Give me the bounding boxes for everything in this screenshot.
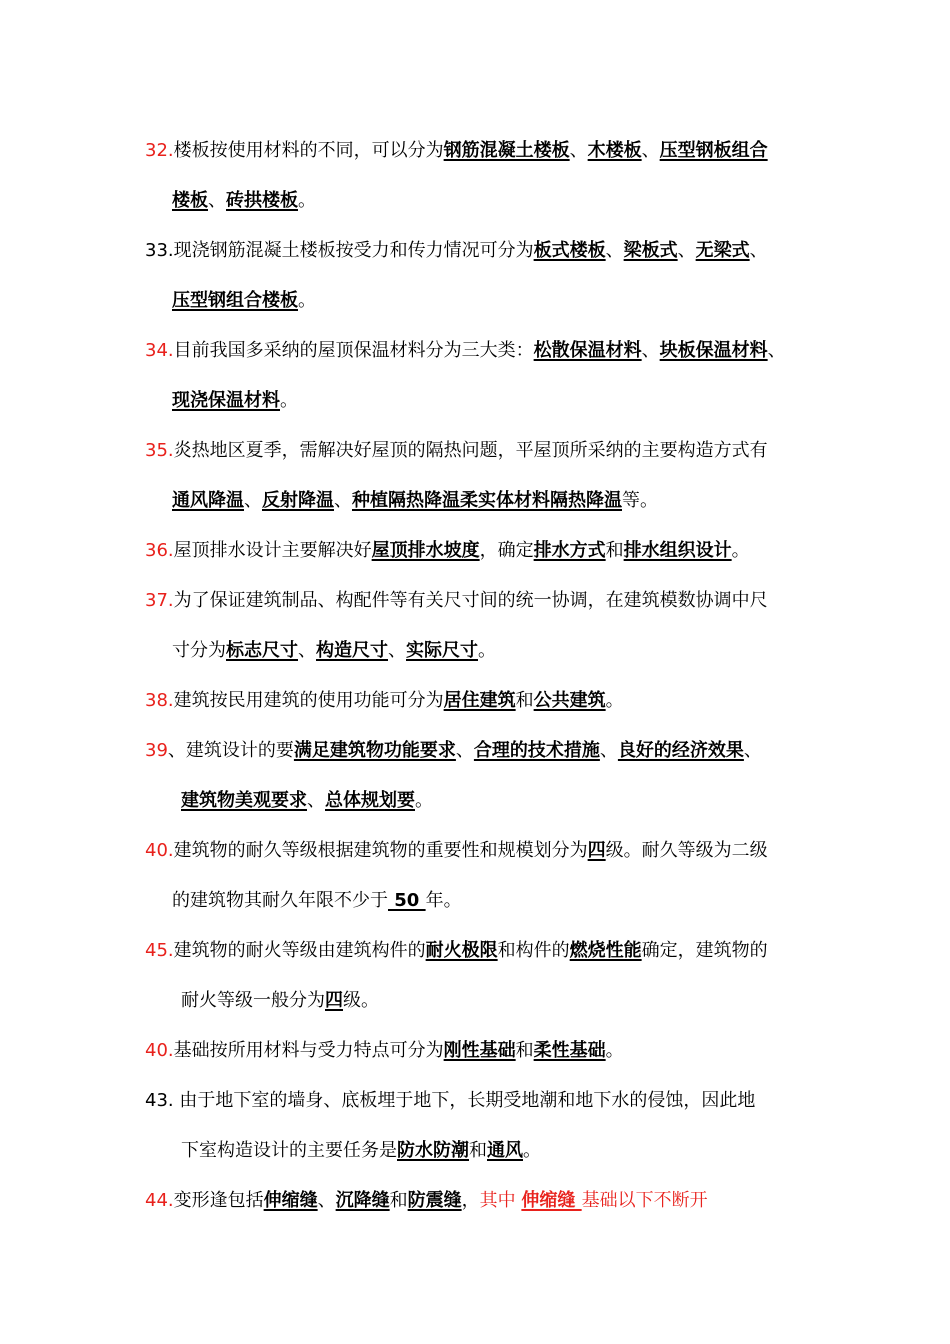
text-line xyxy=(172,490,658,512)
text-segment: 。 xyxy=(605,690,624,711)
text-segment: 基础按所用材料与受力特点可分为 xyxy=(173,1040,444,1061)
answer-term: 耐火极限 xyxy=(425,940,498,961)
item-number: 38. xyxy=(145,690,174,711)
text-segment: 、 xyxy=(298,640,316,661)
text-segment: 级。耐久等级为二级 xyxy=(605,840,768,861)
text-line xyxy=(145,590,768,612)
answer-term: 块板保温材料 xyxy=(659,340,768,361)
answer-term: 压型钢板组合 xyxy=(659,140,768,161)
item-number: 40. xyxy=(145,840,174,861)
text-segment: 、 xyxy=(208,190,226,211)
answer-term: 通风 xyxy=(487,1140,523,1161)
text-line xyxy=(181,990,379,1012)
answer-term: 木楼板 xyxy=(587,140,642,161)
answer-term: 松散保温材料 xyxy=(533,340,642,361)
text-segment: 现浇钢筋混凝土楼板按受力和传力情况可分为 xyxy=(173,240,534,261)
text-segment: 基础以下不断开 xyxy=(581,1190,708,1211)
answer-term: 砖拱楼板 xyxy=(226,190,298,211)
item-number: 37. xyxy=(145,590,174,611)
text-line xyxy=(145,240,768,262)
text-segment: 。 xyxy=(298,190,316,211)
text-line xyxy=(145,840,768,862)
answer-term: 柔性基础 xyxy=(533,1040,606,1061)
text-segment: 级。 xyxy=(343,990,379,1011)
item-number: 43. xyxy=(145,1090,180,1111)
text-line xyxy=(172,890,462,912)
text-segment: 和 xyxy=(389,1190,408,1211)
text-segment: 确定，建筑物的 xyxy=(641,940,768,961)
answer-term: 钢筋混凝土楼板 xyxy=(443,140,570,161)
text-line xyxy=(145,540,750,562)
item-number: 36. xyxy=(145,540,174,561)
text-segment: 。 xyxy=(605,1040,624,1061)
answer-term: 反射降温 xyxy=(262,490,334,511)
text-segment: ，确定 xyxy=(479,540,534,561)
text-segment: 、 xyxy=(743,740,762,761)
answer-term: 板式楼板 xyxy=(533,240,606,261)
text-line xyxy=(145,1040,624,1062)
text-segment: 变形逢包括 xyxy=(173,1190,264,1211)
text-line xyxy=(145,1190,708,1212)
text-line xyxy=(145,740,762,762)
text-segment: 其中 xyxy=(479,1190,522,1211)
text-segment: 和 xyxy=(515,690,534,711)
text-line xyxy=(145,440,768,462)
answer-term: 构造尺寸 xyxy=(316,640,388,661)
text-segment: 、 xyxy=(244,490,262,511)
answer-term: 防震缝 xyxy=(407,1190,462,1211)
answer-term: 燃烧性能 xyxy=(569,940,642,961)
item-number: 45. xyxy=(145,940,174,961)
text-segment: 、 xyxy=(334,490,352,511)
item-number: 33. xyxy=(145,240,174,261)
text-segment: 年。 xyxy=(425,890,462,911)
text-segment: 、 xyxy=(307,790,325,811)
text-line xyxy=(181,1140,541,1162)
text-segment: 、 xyxy=(317,1190,336,1211)
text-line xyxy=(172,190,316,212)
text-segment: 、 xyxy=(569,140,588,161)
text-segment: ， xyxy=(461,1190,480,1211)
text-segment: 。 xyxy=(280,390,298,411)
item-number: 32. xyxy=(145,140,174,161)
answer-term: 良好的经济效果 xyxy=(617,740,744,761)
text-segment: 、 xyxy=(641,340,660,361)
answer-term: 通风降温 xyxy=(172,490,244,511)
text-segment: 、 xyxy=(641,140,660,161)
text-line xyxy=(172,390,298,412)
answer-term: 排水组织设计 xyxy=(623,540,732,561)
text-segment: 。 xyxy=(415,790,433,811)
answer-term: 居住建筑 xyxy=(443,690,516,711)
text-segment: 。 xyxy=(523,1140,541,1161)
answer-term: 无梁式 xyxy=(695,240,750,261)
text-segment: 和 xyxy=(515,1040,534,1061)
text-line xyxy=(181,790,433,812)
answer-term: 防水防潮 xyxy=(397,1140,469,1161)
text-segment: 。 xyxy=(478,640,496,661)
text-line xyxy=(145,690,624,712)
text-segment: 等。 xyxy=(622,490,658,511)
item-number: 35. xyxy=(145,440,174,461)
text-segment: 和 xyxy=(605,540,624,561)
answer-term: 50 xyxy=(388,890,426,911)
text-segment: 、 xyxy=(677,240,696,261)
text-segment: 和构件的 xyxy=(497,940,570,961)
text-segment: 、 xyxy=(605,240,624,261)
text-segment: 寸分为 xyxy=(172,640,226,661)
answer-term: 现浇保温材料 xyxy=(172,390,280,411)
answer-term: 伸缩缝 xyxy=(263,1190,318,1211)
text-segment: 。 xyxy=(298,290,316,311)
text-line xyxy=(145,340,786,362)
answer-term: 总体规划要 xyxy=(325,790,415,811)
answer-term: 梁板式 xyxy=(623,240,678,261)
answer-term: 建筑物美观要求 xyxy=(181,790,307,811)
item-number: 39 xyxy=(145,740,168,761)
answer-term: 合理的技术措施 xyxy=(473,740,600,761)
text-segment: 的建筑物其耐久年限不少于 xyxy=(172,890,388,911)
text-segment: 建筑按民用建筑的使用功能可分为 xyxy=(173,690,444,711)
answer-term: 刚性基础 xyxy=(443,1040,516,1061)
text-segment: 、 xyxy=(455,740,474,761)
text-segment: 。 xyxy=(731,540,750,561)
answer-term: 四 xyxy=(587,840,606,861)
answer-term: 排水方式 xyxy=(533,540,606,561)
answer-term: 压型钢组合楼板 xyxy=(172,290,298,311)
text-segment: 建筑物的耐火等级由建筑构件的 xyxy=(173,940,426,961)
text-segment: 、 xyxy=(749,240,768,261)
text-line xyxy=(145,140,768,162)
text-segment: 、建筑设计的要 xyxy=(167,740,294,761)
text-segment: 炎热地区夏季，需解决好屋顶的隔热问题，平屋顶所采纳的主要构造方式有 xyxy=(173,440,768,461)
text-segment: 、 xyxy=(599,740,618,761)
answer-term: 公共建筑 xyxy=(533,690,606,711)
answer-term: 实际尺寸 xyxy=(406,640,478,661)
text-segment: 、 xyxy=(388,640,406,661)
answer-term: 标志尺寸 xyxy=(226,640,298,661)
text-segment: 耐火等级一般分为 xyxy=(181,990,325,1011)
answer-term: 伸缩缝 xyxy=(521,1190,582,1211)
text-line xyxy=(145,940,768,962)
text-segment: 和 xyxy=(469,1140,487,1161)
text-segment: 楼板按使用材料的不同，可以分为 xyxy=(173,140,444,161)
text-line xyxy=(172,290,316,312)
text-segment: 由于地下室的墙身、底板埋于地下，长期受地潮和地下水的侵蚀，因此地 xyxy=(179,1090,756,1111)
answer-term: 四 xyxy=(325,990,343,1011)
item-number: 34. xyxy=(145,340,174,361)
text-segment: 建筑物的耐久等级根据建筑物的重要性和规模划分为 xyxy=(173,840,588,861)
text-segment: 屋顶排水设计主要解决好 xyxy=(173,540,372,561)
answer-term: 屋顶排水坡度 xyxy=(371,540,480,561)
item-number: 40. xyxy=(145,1040,174,1061)
text-segment: 为了保证建筑制品、构配件等有关尺寸间的统一协调，在建筑模数协调中尺 xyxy=(173,590,768,611)
answer-term: 满足建筑物功能要求 xyxy=(293,740,456,761)
answer-term: 种植隔热降温柔实体材料隔热降温 xyxy=(352,490,622,511)
text-segment: 目前我国多采纳的屋顶保温材料分为三大类： xyxy=(173,340,534,361)
text-segment: 下室构造设计的主要任务是 xyxy=(181,1140,397,1161)
text-line xyxy=(172,640,496,662)
answer-term: 沉降缝 xyxy=(335,1190,390,1211)
item-number: 44. xyxy=(145,1190,174,1211)
text-segment: 、 xyxy=(767,340,786,361)
answer-term: 楼板 xyxy=(172,190,208,211)
text-line xyxy=(145,1090,755,1112)
